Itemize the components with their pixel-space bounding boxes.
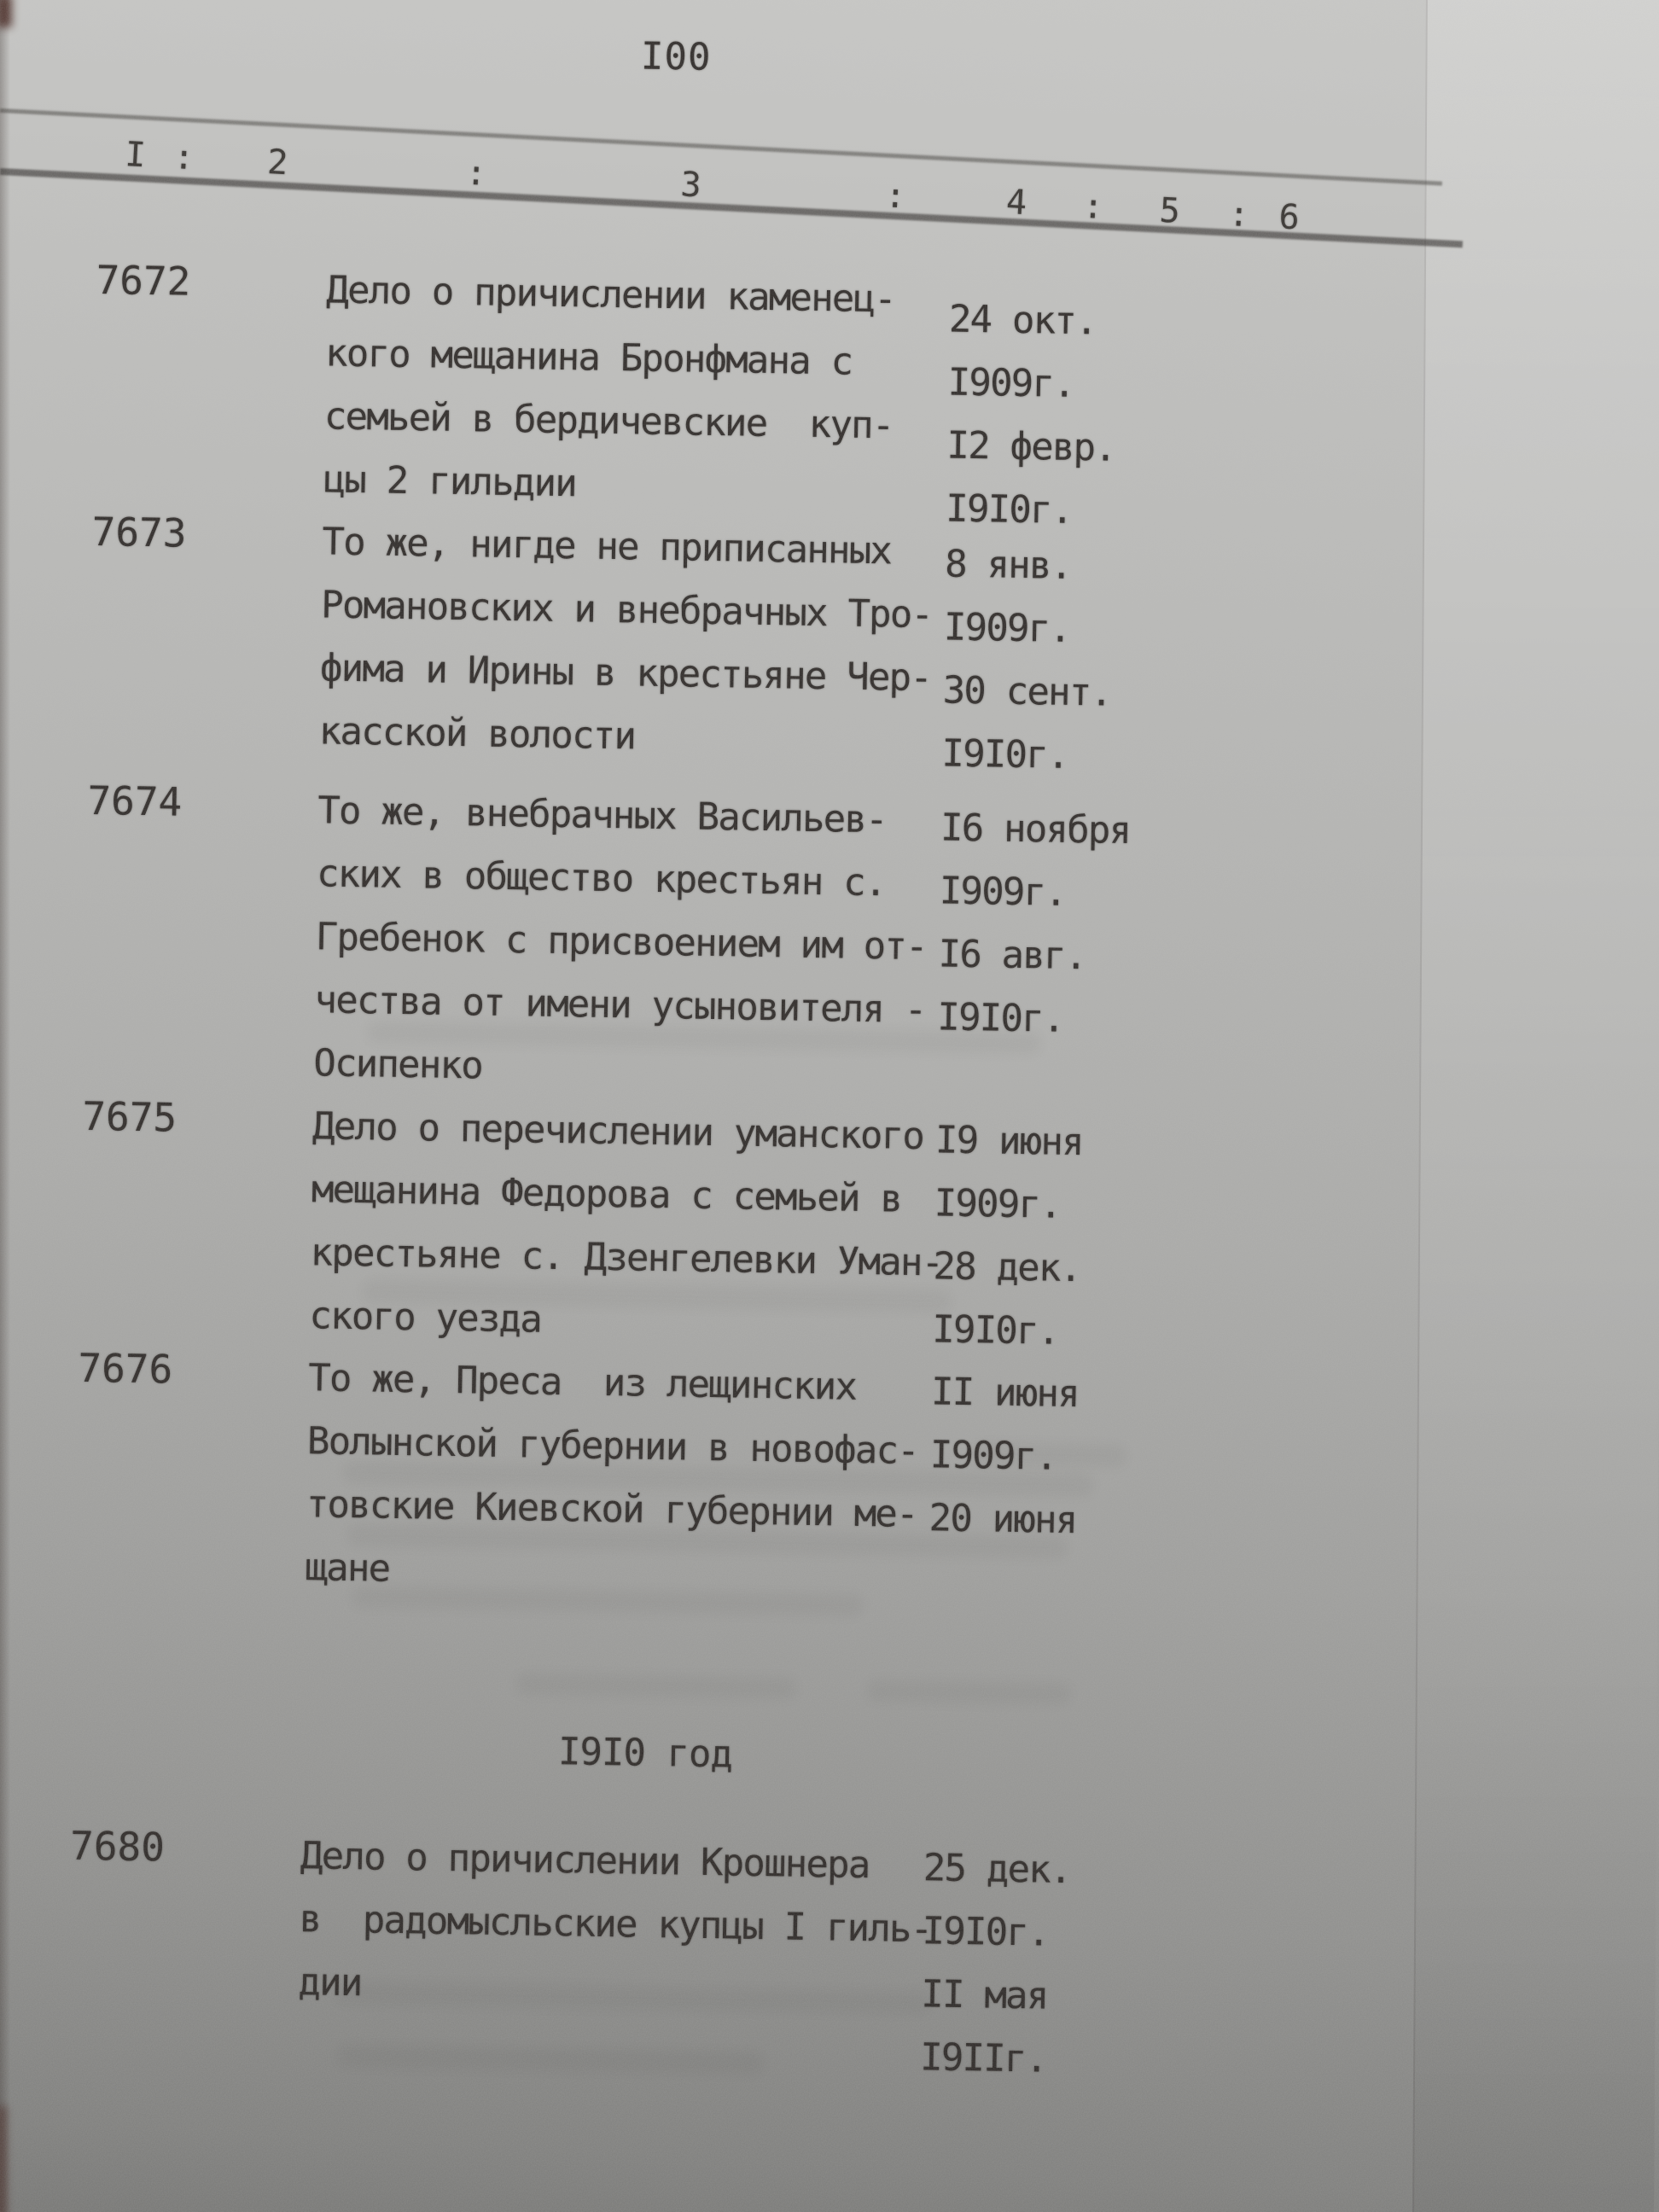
description-line: чества от имени усыновителя - (314, 978, 926, 1033)
date-line: I9I0г. (945, 486, 1073, 533)
date-line: I909г. (929, 1433, 1057, 1479)
description-line: крестьяне с. Дзенгелевки Уман- (310, 1231, 943, 1285)
description-line: Романовских и внебрачных Тро- (320, 583, 933, 637)
date-line: I909г. (947, 360, 1075, 406)
date-line: I9IIг. (919, 2035, 1047, 2081)
description-line: мещанина Федорова с семьей в (311, 1167, 902, 1221)
description-line: щане (305, 1545, 390, 1591)
entry-description (313, 779, 967, 1106)
date-line: I9I0г. (931, 1307, 1059, 1353)
entry-row (0, 1819, 1628, 2081)
date-line: I6 ноября (940, 806, 1131, 853)
description-line: То же, Преса из лещинских (307, 1356, 857, 1409)
entry-number: 7676 (77, 1344, 173, 1393)
description-line: касской волости (318, 709, 636, 759)
description-line: ского уезда (309, 1294, 542, 1342)
column-number: 5 (1158, 190, 1182, 231)
date-line: I909г. (934, 1181, 1062, 1227)
description-line: в радомысльские купцы I гиль- (299, 1897, 932, 1952)
date-line: I2 февр. (946, 423, 1116, 470)
entry-number: 7674 (87, 777, 183, 825)
entry-dates (932, 1109, 1209, 1365)
column-number: I (124, 135, 147, 176)
date-line: 25 дек. (923, 1846, 1072, 1893)
entry-row (0, 774, 1646, 1088)
date-line: 20 июня (928, 1496, 1077, 1543)
column-separator: : (1081, 186, 1105, 228)
description-line: То же, нигде не приписанных (322, 520, 892, 573)
date-line: I9I0г. (941, 731, 1069, 777)
date-line: 28 дек. (933, 1244, 1081, 1291)
bleedthrough-smudge (973, 1442, 1126, 1467)
description-line: дии (298, 1960, 363, 2005)
entry-number: 7675 (81, 1092, 178, 1141)
entry-dates (941, 533, 1219, 789)
description-line: Гребенок с присвоением им от- (315, 915, 928, 969)
description-line: Волынской губернии в новофас- (306, 1419, 919, 1474)
date-line: I909г. (939, 869, 1067, 915)
entry-number: 7672 (96, 256, 191, 305)
date-line: 30 сент. (942, 668, 1112, 715)
column-number: 6 (1278, 197, 1301, 238)
column-number: 3 (679, 165, 702, 206)
date-line: I9I0г. (922, 1909, 1050, 1955)
date-line: II июня (930, 1370, 1080, 1417)
date-line: I909г. (943, 605, 1071, 651)
entry-dates (920, 1837, 1197, 2093)
description-line: Дело о причислении Крошнера (300, 1834, 870, 1888)
date-line: 8 янв. (944, 542, 1072, 588)
column-separator: : (883, 176, 907, 217)
date-line: 24 окт. (948, 297, 1097, 344)
page-number: I00 (640, 34, 712, 79)
description-line: фима и Ирины в крестьяне Чер- (319, 646, 932, 701)
bleedthrough-smudge (866, 1679, 1071, 1705)
column-separator: : (1227, 195, 1250, 236)
entry-description (309, 1095, 962, 1359)
description-line: Дело о причислении каменец- (325, 268, 896, 322)
description-line: То же, внебрачных Васильев- (317, 789, 888, 842)
column-separator: : (464, 153, 488, 194)
date-line: I6 авг. (938, 932, 1086, 979)
entry-number: 7673 (91, 508, 187, 556)
description-line: товские Киевской губернии ме- (306, 1482, 918, 1537)
entry-description (318, 510, 971, 774)
section-heading-1910: I9I0 год (557, 1730, 733, 1777)
entry-dates (946, 288, 1223, 544)
column-number: 2 (266, 143, 289, 183)
description-line: Осипенко (312, 1041, 483, 1088)
description-line: цы 2 гильдии (323, 457, 577, 506)
description-line: Дело о перечислении уманского (311, 1104, 924, 1159)
entry-dates (937, 796, 1214, 1053)
description-line: ских в общество крестьян с. (316, 852, 887, 905)
date-line: II мая (920, 1972, 1048, 2018)
description-line: семьей в бердичевские куп- (323, 394, 894, 448)
entry-number: 7680 (69, 1822, 166, 1871)
description-line: кого мещанина Бронфмана с (324, 331, 853, 384)
date-line: I9 июня (934, 1118, 1084, 1165)
entry-description (323, 259, 975, 522)
date-line: I9I0г. (936, 995, 1064, 1041)
column-number: 4 (1004, 182, 1028, 224)
column-separator: : (172, 137, 195, 178)
